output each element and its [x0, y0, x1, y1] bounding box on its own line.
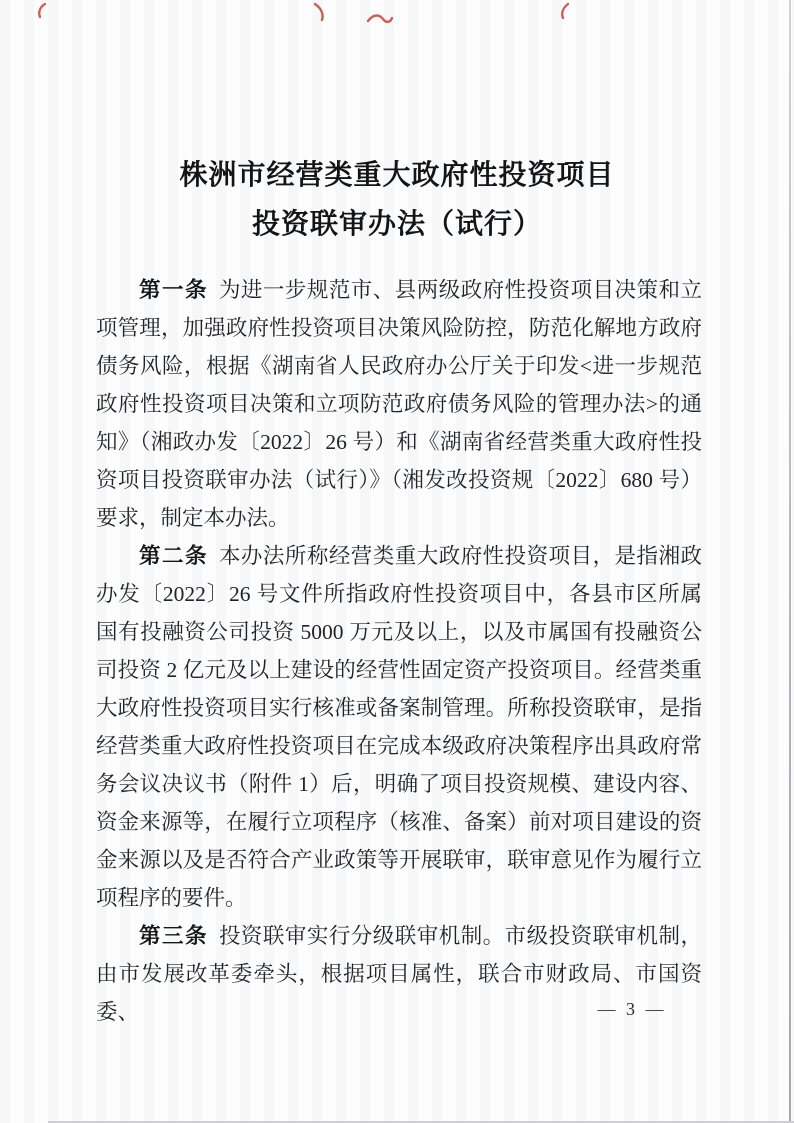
red-pen-mark-icon [366, 9, 394, 32]
article-3-number: 第三条 [139, 924, 208, 948]
red-pen-mark-icon [34, 2, 49, 24]
red-pen-mark-icon [312, 2, 329, 27]
title-line-2: 投资联审办法（试行） [251, 209, 542, 240]
red-pen-mark-icon [556, 2, 572, 25]
document-title [0, 151, 794, 249]
paragraph-article-2 [96, 537, 702, 917]
article-2-text: 本办法所称经营类重大政府性投资项目，是指湘政办发〔2022〕26 号文件所指政府性投资项目中，各县市区所属国有投融资公司投资 5000 万元及以上，以及市属国有投融资公司投资 2 亿元及以上建设的经营性固定资产投资项目。经营类重大政府性投资项目实行核准或备案制管理。所称投资联审，是指经营类重大政府性投资项目在完成本级政府决策程序出具政府常务会议决议书（附件 1）后，明确了项目投资规模、建设内容、资金来源等，在履行立项程序（核准、备案）前对项目建设的资金来源以及是否符合产业政策等开展联审，联审意见作为履行立项程序的要件。 [96, 544, 702, 910]
article-1-number: 第一条 [139, 278, 208, 302]
article-3-text: 投资联审实行分级联审机制。市级投资联审机制，由市发展改革委牵头，根据项目属性，联合市财政局、市国资委、 [96, 924, 702, 1024]
article-2-number: 第二条 [139, 544, 208, 568]
paragraph-article-1 [96, 271, 702, 537]
page-number: — 3 — [597, 999, 667, 1019]
scan-edge-line-right [789, 0, 791, 1123]
article-1-text: 为进一步规范市、县两级政府性投资项目决策和立项管理，加强政府性投资项目决策风险防控，防范化解地方政府债务风险，根据《湖南省人民政府办公厅关于印发<进一步规范政府性投资项目决策和立项防范政府债务风险的管理办法>的通知》（湘政办发〔2022〕26 号）和《湖南省经营类重大政府性投资项目投资联审办法（试行）》（湘发改投资规〔2022〕680 号）要求，制定本办法。 [96, 278, 702, 530]
document-body [96, 271, 702, 1031]
title-line-1: 株洲市经营类重大政府性投资项目 [179, 160, 615, 191]
